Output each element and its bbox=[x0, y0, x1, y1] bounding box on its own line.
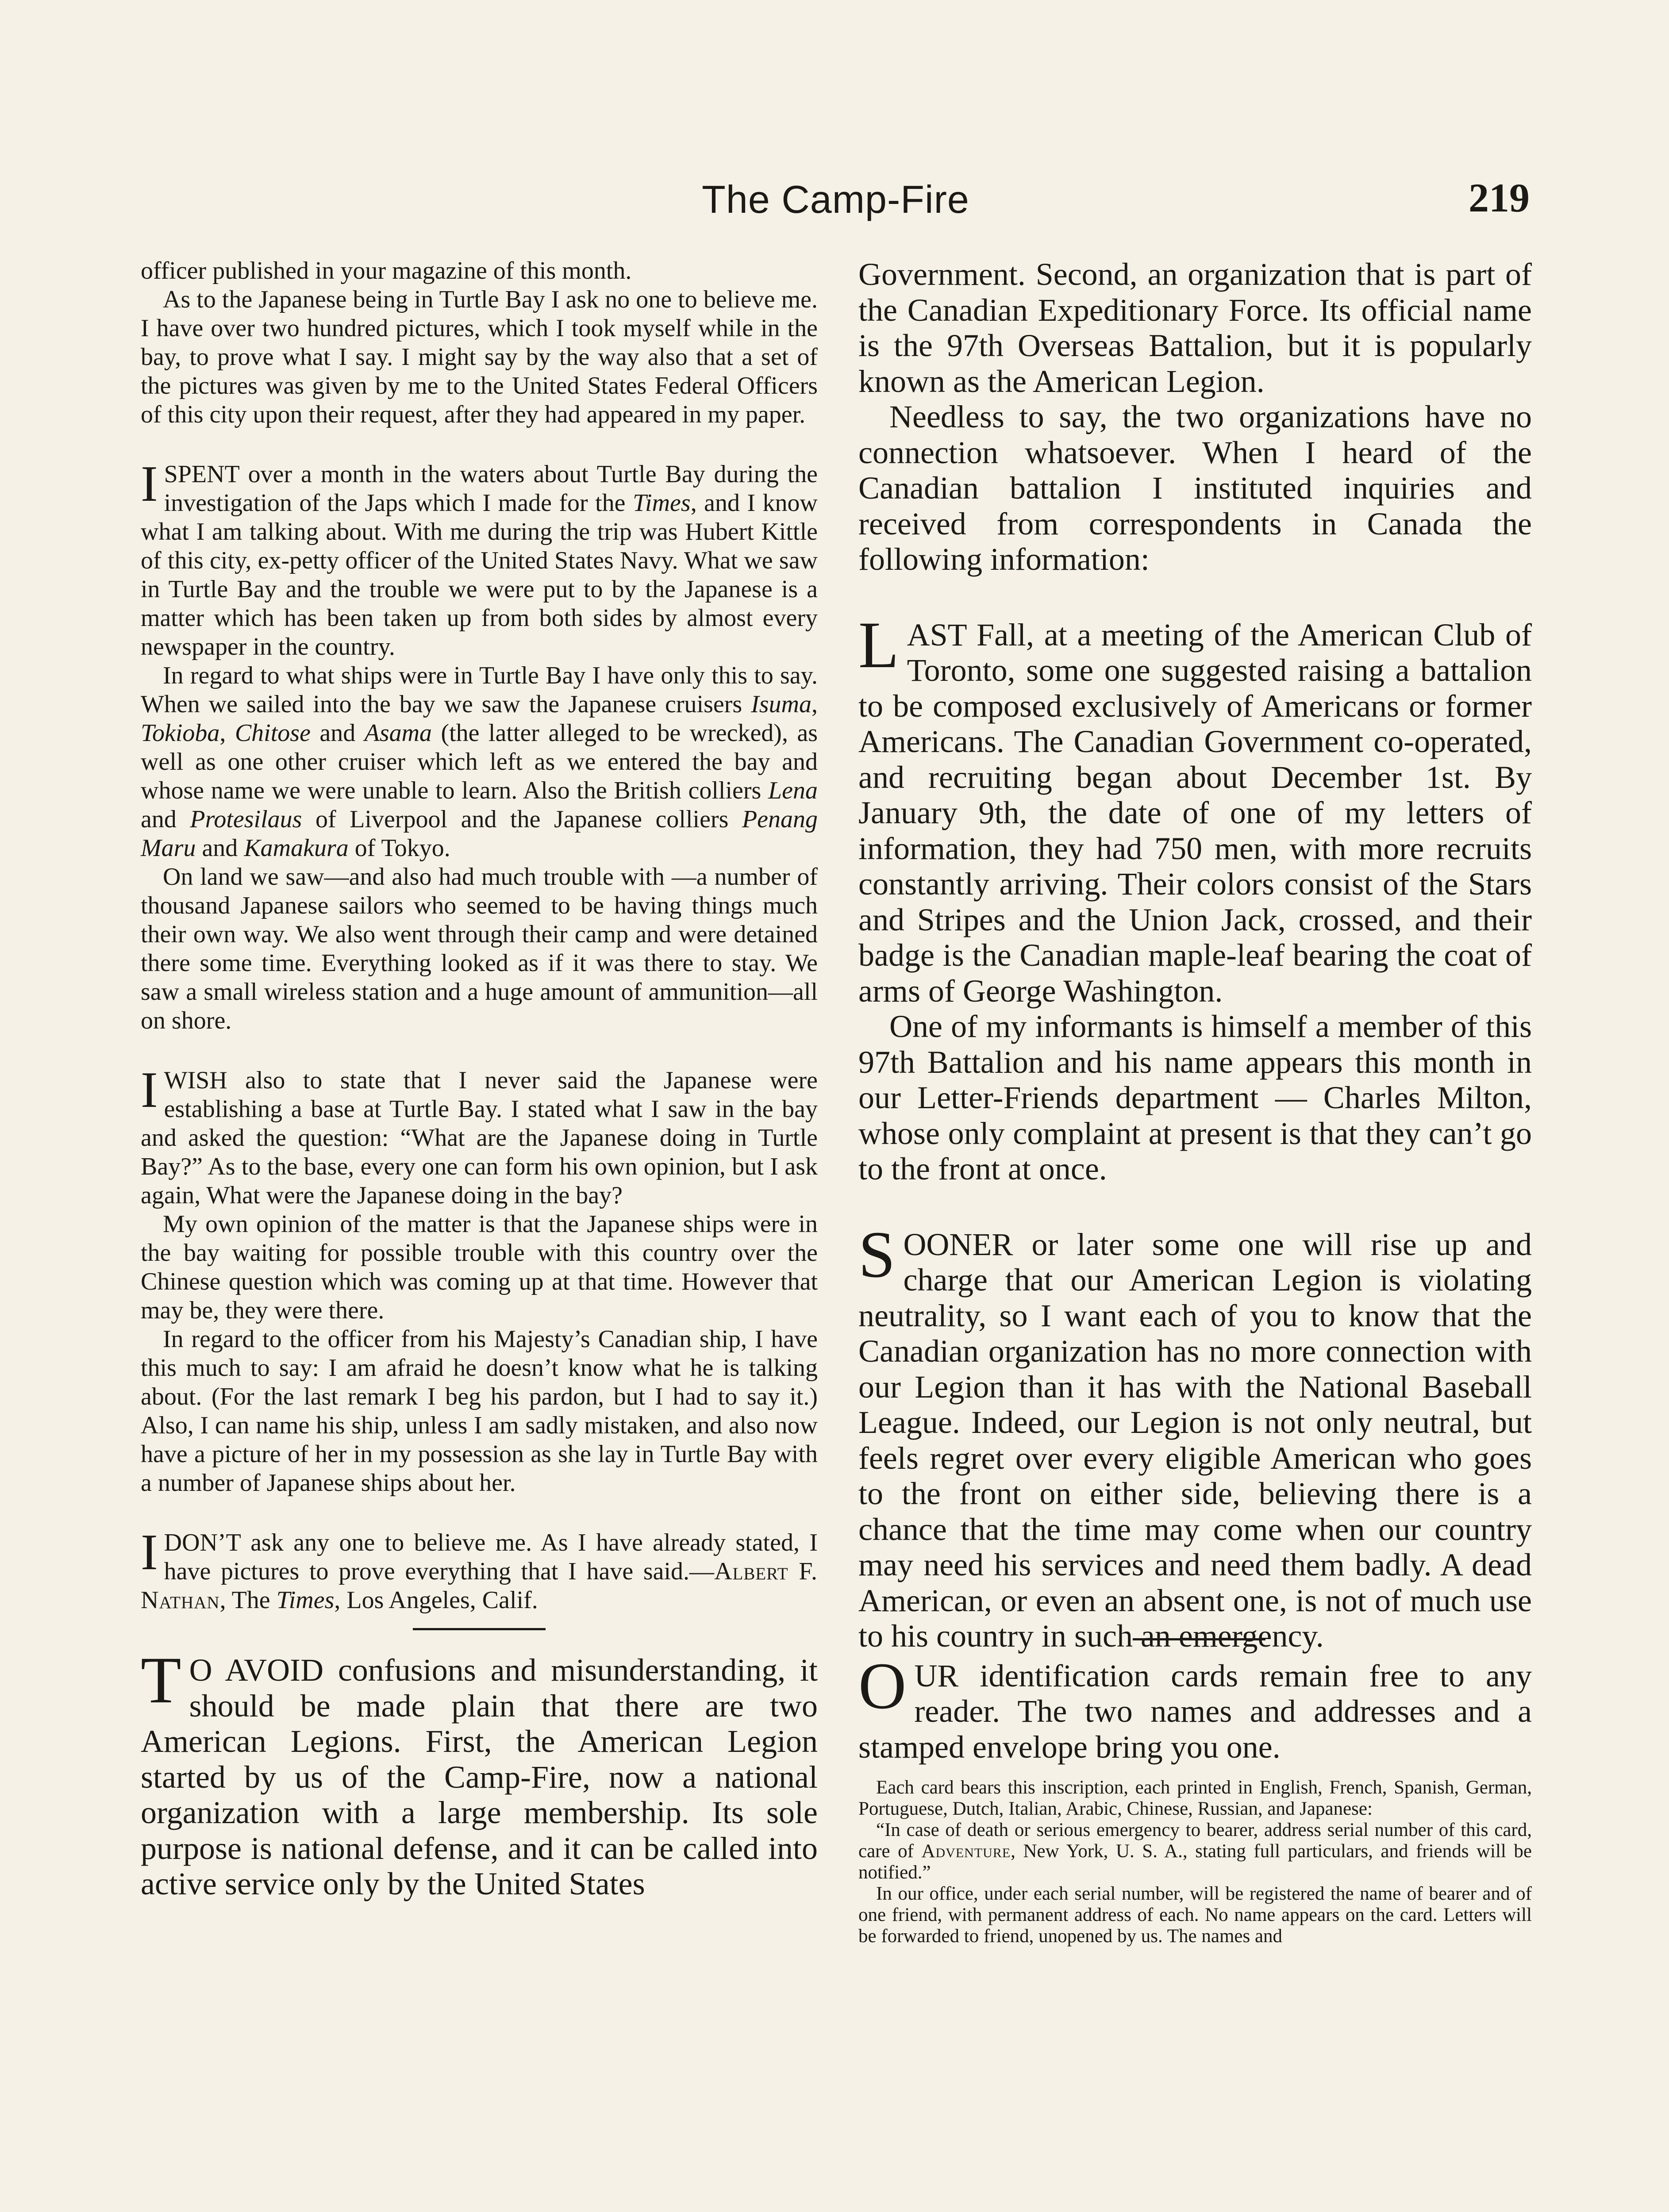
drop-cap: O bbox=[858, 1649, 907, 1723]
drop-cap: T bbox=[141, 1644, 181, 1717]
intro-line: officer published in your magazine of this month. bbox=[141, 257, 632, 284]
editor-section bbox=[141, 1644, 818, 1902]
inscription-paragraph: Each card bears this inscription, each printed in English, French, Spanish, German, Portuguese, Dutch, Italian, Arabic, Chinese, Russian, and Japanese: bbox=[858, 1777, 1532, 1819]
sooner-paragraph: SOONER or later some one will rise up and charge that our American Legion is violating neutrality, so I want each of you to know that the Canadian organization has no more connection with our Legion than it has with the National Baseball League. Indeed, our Legion is not only neutral, but feels regret over every eligible American who goes to the front on either side, believing there is a chance that the time may come when our country may need his services and need them badly. A dead American, or even an absent one, is not of much use to his country in such an emergency. bbox=[858, 1217, 1532, 1654]
right-column bbox=[858, 257, 1532, 1947]
avoid-paragraph: T O AVOID confusions and misunderstanding, it should be made plain that there are two American Legions. First, the American Legion started by us of the Camp-Fire, now a national organization with a large membership. Its sole purpose is national defense, and it can be called into active service only by the United States bbox=[141, 1644, 818, 1901]
opinion-paragraph: My own opinion of the matter is that the Japanese ships were in the bay waiting for possible trouble with this country over the Chinese question which was coming up at that time. However that may be, they were there. bbox=[141, 1210, 818, 1324]
last-fall-paragraph: LAST Fall, at a meeting of the American Club of Toronto, some one suggested raising a battalion to be composed exclusively of Americans or former Americans. The Canadian Government co-operated, and recruiting began about December 1st. By January 9th, the date of one of my letters of information, they had 750 men, with more recruits constantly arriving. Their colors consist of the Stars and Stripes and the Union Jack, crossed, and their badge is the Canadian maple-leaf bearing the coat of arms of George Washington. bbox=[858, 608, 1532, 1009]
office-paragraph: In our office, under each serial number, will be registered the name of bearer and of one friend, with permanent address of each. No name appears on the card. Letters will be forwarded to friend, unopened by us. The names and bbox=[858, 1883, 1532, 1947]
drop-cap: L bbox=[858, 608, 899, 682]
author-name: Albert F. Nathan bbox=[141, 1558, 818, 1614]
page-number: 219 bbox=[1469, 175, 1530, 220]
card-details bbox=[858, 1777, 1532, 1947]
land-paragraph: On land we saw—and also had much trouble with —a number of thousand Japanese sailors who seemed to be having things much their own way. We also went through their camp and were detained there some time. Everything looked as if it was there to stay. We saw a small wireless station and a huge amount of ammunition—all on shore. bbox=[141, 863, 818, 1034]
spent-paragraph: I SPENT over a month in the waters about Turtle Bay during the investigation of the Japs which I made for the Times, and I know what I am talking about. With me during the trip was Hubert Kittle of this city, ex-petty officer of the United States Navy. What we saw in Turtle Bay and the trouble we were put to by the Japanese is a matter which has been taken up from both sides by almost every newspaper in the country. bbox=[141, 456, 818, 661]
informants-paragraph: One of my informants is himself a member of this 97th Battalion and his name appears this month in our Letter-Friends department — Charles Milton, whose only complaint at present is that they can’t go to the front at once. bbox=[858, 1009, 1532, 1187]
inscription-text: “In case of death or serious emergency to bearer, address serial number of this card, care of Adventure, New York, U. S. A., stating full particulars, and friends will be notified.” bbox=[858, 1820, 1532, 1883]
government-paragraph: Government. Second, an organization that is part of the Canadian Expeditionary Force. Its official name is the 97th Overseas Battalion, but it is popularly known as the American Legion. bbox=[858, 257, 1532, 399]
wish-paragraph: I WISH also to state that I never said the Japanese were establishing a base at Turtle Bay. I stated what I saw in the bay and asked the question: “What are the Japanese doing in Turtle Bay?” As to the base, every one can form his own opinion, but I ask again, What were the Japanese doing in the bay? bbox=[141, 1062, 818, 1209]
cards-paragraph: OUR identification cards remain free to any reader. The two names and addresses and a stamped envelope bring you one. bbox=[858, 1649, 1532, 1765]
ships-paragraph: In regard to what ships were in Turtle Bay I have only this to say. When we sailed into the bay we saw the Japanese cruisers Isuma, Tokioba, Chitose and Asama (the latter alleged to be wrecked), as well as one other cruiser which left as we entered the bay and whose name we were unable to learn. Also the British colliers Lena and Protesilaus of Liverpool and the Japanese colliers Penang Maru and Kamakura of Tokyo. bbox=[141, 662, 818, 862]
needless-paragraph: Needless to say, the two organizations have no connection whatsoever. When I heard of the Canadian battalion I instituted inquiries and received from correspondents in Canada the following information: bbox=[858, 399, 1532, 577]
drop-cap: I bbox=[141, 456, 158, 512]
drop-cap: S bbox=[858, 1217, 896, 1291]
intro-paragraph: As to the Japanese being in Turtle Bay I ask no one to believe me. I have over two hundred pictures, which I took myself while in the bay, to prove what I say. I might say by the way also that a set of the pictures was given by me to the United States Federal Officers of this city upon their request, after they had appeared in my paper. bbox=[141, 286, 818, 428]
left-column bbox=[141, 257, 818, 1902]
running-title: The Camp-Fire bbox=[702, 177, 969, 221]
page-header bbox=[137, 168, 1534, 226]
legion-section bbox=[858, 257, 1532, 1765]
drop-cap: I bbox=[141, 1524, 158, 1581]
drop-cap: I bbox=[141, 1062, 158, 1118]
dont-paragraph: I DON’T ask any one to believe me. As I have already stated, I have pictures to prove everything that I have said.—Albert F. Nathan, The Times, Los Angeles, Calif. bbox=[141, 1524, 818, 1614]
section-divider bbox=[413, 1628, 546, 1630]
officer-paragraph: In regard to the officer from his Majesty’s Canadian ship, I have this much to say: I am afraid he doesn’t know what he is talking about. (For the last remark I beg his pardon, but I had to say it.) Also, I can name his ship, unless I am sadly mistaken, and also now have a picture of her in my possession as she lay in Turtle Bay with a number of Japanese ships about her. bbox=[141, 1325, 818, 1497]
letter-section bbox=[141, 257, 818, 1615]
